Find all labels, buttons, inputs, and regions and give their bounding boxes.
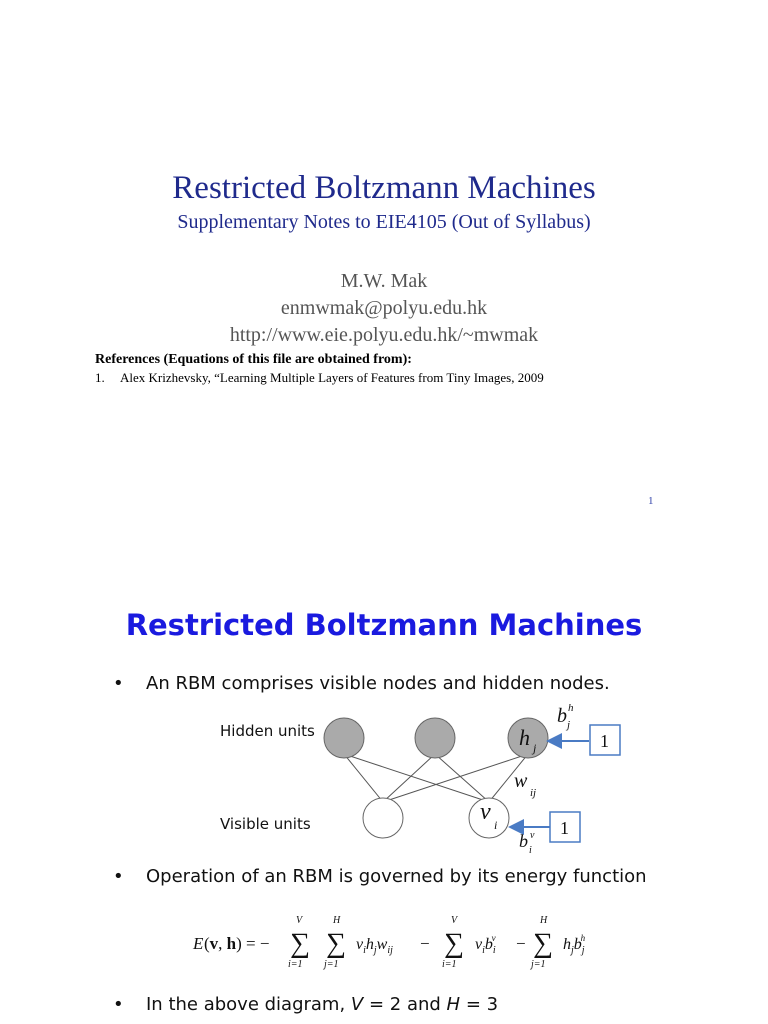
node-v-label: v bbox=[480, 799, 491, 825]
bullet-item bbox=[113, 994, 498, 1015]
eq-sum4-sigma: ∑ bbox=[533, 928, 553, 959]
eq-sum3-lower: i=1 bbox=[442, 959, 457, 970]
bias-v-label: b bbox=[519, 831, 528, 851]
hidden-units-label: Hidden units bbox=[220, 722, 315, 740]
bullet-text: An RBM comprises visible nodes and hidden nodes. bbox=[146, 673, 610, 694]
visible-node bbox=[363, 798, 403, 838]
node-v-subscript: i bbox=[494, 818, 498, 832]
bullet-text: Operation of an RBM is governed by its energy function bbox=[146, 866, 647, 887]
energy-equation bbox=[192, 915, 586, 970]
hidden-node bbox=[415, 718, 455, 758]
eq-sum2-sigma: ∑ bbox=[326, 928, 346, 959]
reference-text: Alex Krizhevsky, “Learning Multiple Layers of Features from Tiny Images, 2009 bbox=[120, 370, 544, 385]
bias-h-superscript: h bbox=[568, 702, 574, 714]
bias-v-superscript: v bbox=[530, 830, 535, 841]
visible-units-label: Visible units bbox=[220, 815, 311, 833]
eq-sum3-sigma: ∑ bbox=[444, 928, 464, 959]
author-email[interactable]: enmwmak@polyu.edu.hk bbox=[280, 297, 488, 319]
eq-sum1-upper: V bbox=[296, 915, 303, 926]
author-url[interactable]: http://www.eie.polyu.edu.hk/~mwmak bbox=[229, 324, 539, 346]
bullet-item bbox=[113, 866, 647, 887]
eq-term3: $h_jb_jh$ bbox=[563, 933, 586, 956]
eq-E: E bbox=[193, 934, 204, 953]
hidden-node bbox=[324, 718, 364, 758]
eq-sum2-upper: H bbox=[333, 915, 341, 926]
reference-number: 1. bbox=[95, 370, 105, 385]
slide-subtitle: Supplementary Notes to EIE4105 (Out of Syllabus) bbox=[177, 211, 591, 233]
page-number: 1 bbox=[648, 495, 654, 507]
eq-sum1-lower: i=1 bbox=[288, 959, 303, 970]
eq-sum4-upper: H bbox=[540, 915, 548, 926]
reference-item bbox=[95, 370, 544, 386]
bias-v-input-value: 1 bbox=[560, 818, 569, 838]
eq-sum1-sigma: ∑ bbox=[290, 928, 310, 959]
slide-title: Restricted Boltzmann Machines bbox=[172, 170, 596, 206]
eq-lhs-args: (v, h) = − bbox=[204, 934, 270, 953]
node-h-label: h bbox=[519, 725, 530, 750]
bullet-icon: • bbox=[113, 673, 124, 694]
bullet-icon: • bbox=[113, 866, 124, 887]
bias-v-subscript: i bbox=[529, 845, 532, 856]
eq-sum2-lower: j=1 bbox=[324, 959, 339, 970]
bullet-text-prefix: In the above diagram, bbox=[146, 994, 351, 1015]
eq-minus-2: − bbox=[516, 934, 526, 953]
bias-h-label: b bbox=[557, 705, 567, 727]
bias-h-input-value: 1 bbox=[600, 731, 609, 751]
eq-term1: $v_ih_jw_{ij}$ bbox=[356, 936, 393, 956]
bullet-var-V: V bbox=[350, 994, 364, 1015]
bullet-text-suffix: = 3 bbox=[460, 994, 499, 1015]
references-heading: References (Equations of this file are obtained from): bbox=[95, 352, 412, 367]
eq-minus-1: − bbox=[420, 934, 430, 953]
bullet-icon: • bbox=[113, 994, 124, 1015]
bullet-var-H: H bbox=[446, 994, 461, 1015]
eq-sum3-upper: V bbox=[451, 915, 458, 926]
node-h-subscript: j bbox=[533, 741, 537, 755]
eq-term2: $v_ib_iv$ bbox=[475, 933, 496, 956]
slide-title: Restricted Boltzmann Machines bbox=[125, 608, 643, 642]
rbm-diagram bbox=[0, 512, 768, 1024]
author-name: M.W. Mak bbox=[340, 270, 428, 292]
eq-sum4-lower: j=1 bbox=[531, 959, 546, 970]
weight-subscript: ij bbox=[530, 787, 537, 799]
bias-h-subscript: j bbox=[567, 719, 571, 731]
connection-lines bbox=[344, 754, 528, 802]
slide-2 bbox=[0, 512, 768, 1024]
bullet-text-mid: = 2 and bbox=[363, 994, 447, 1015]
weight-label: w bbox=[514, 770, 528, 792]
